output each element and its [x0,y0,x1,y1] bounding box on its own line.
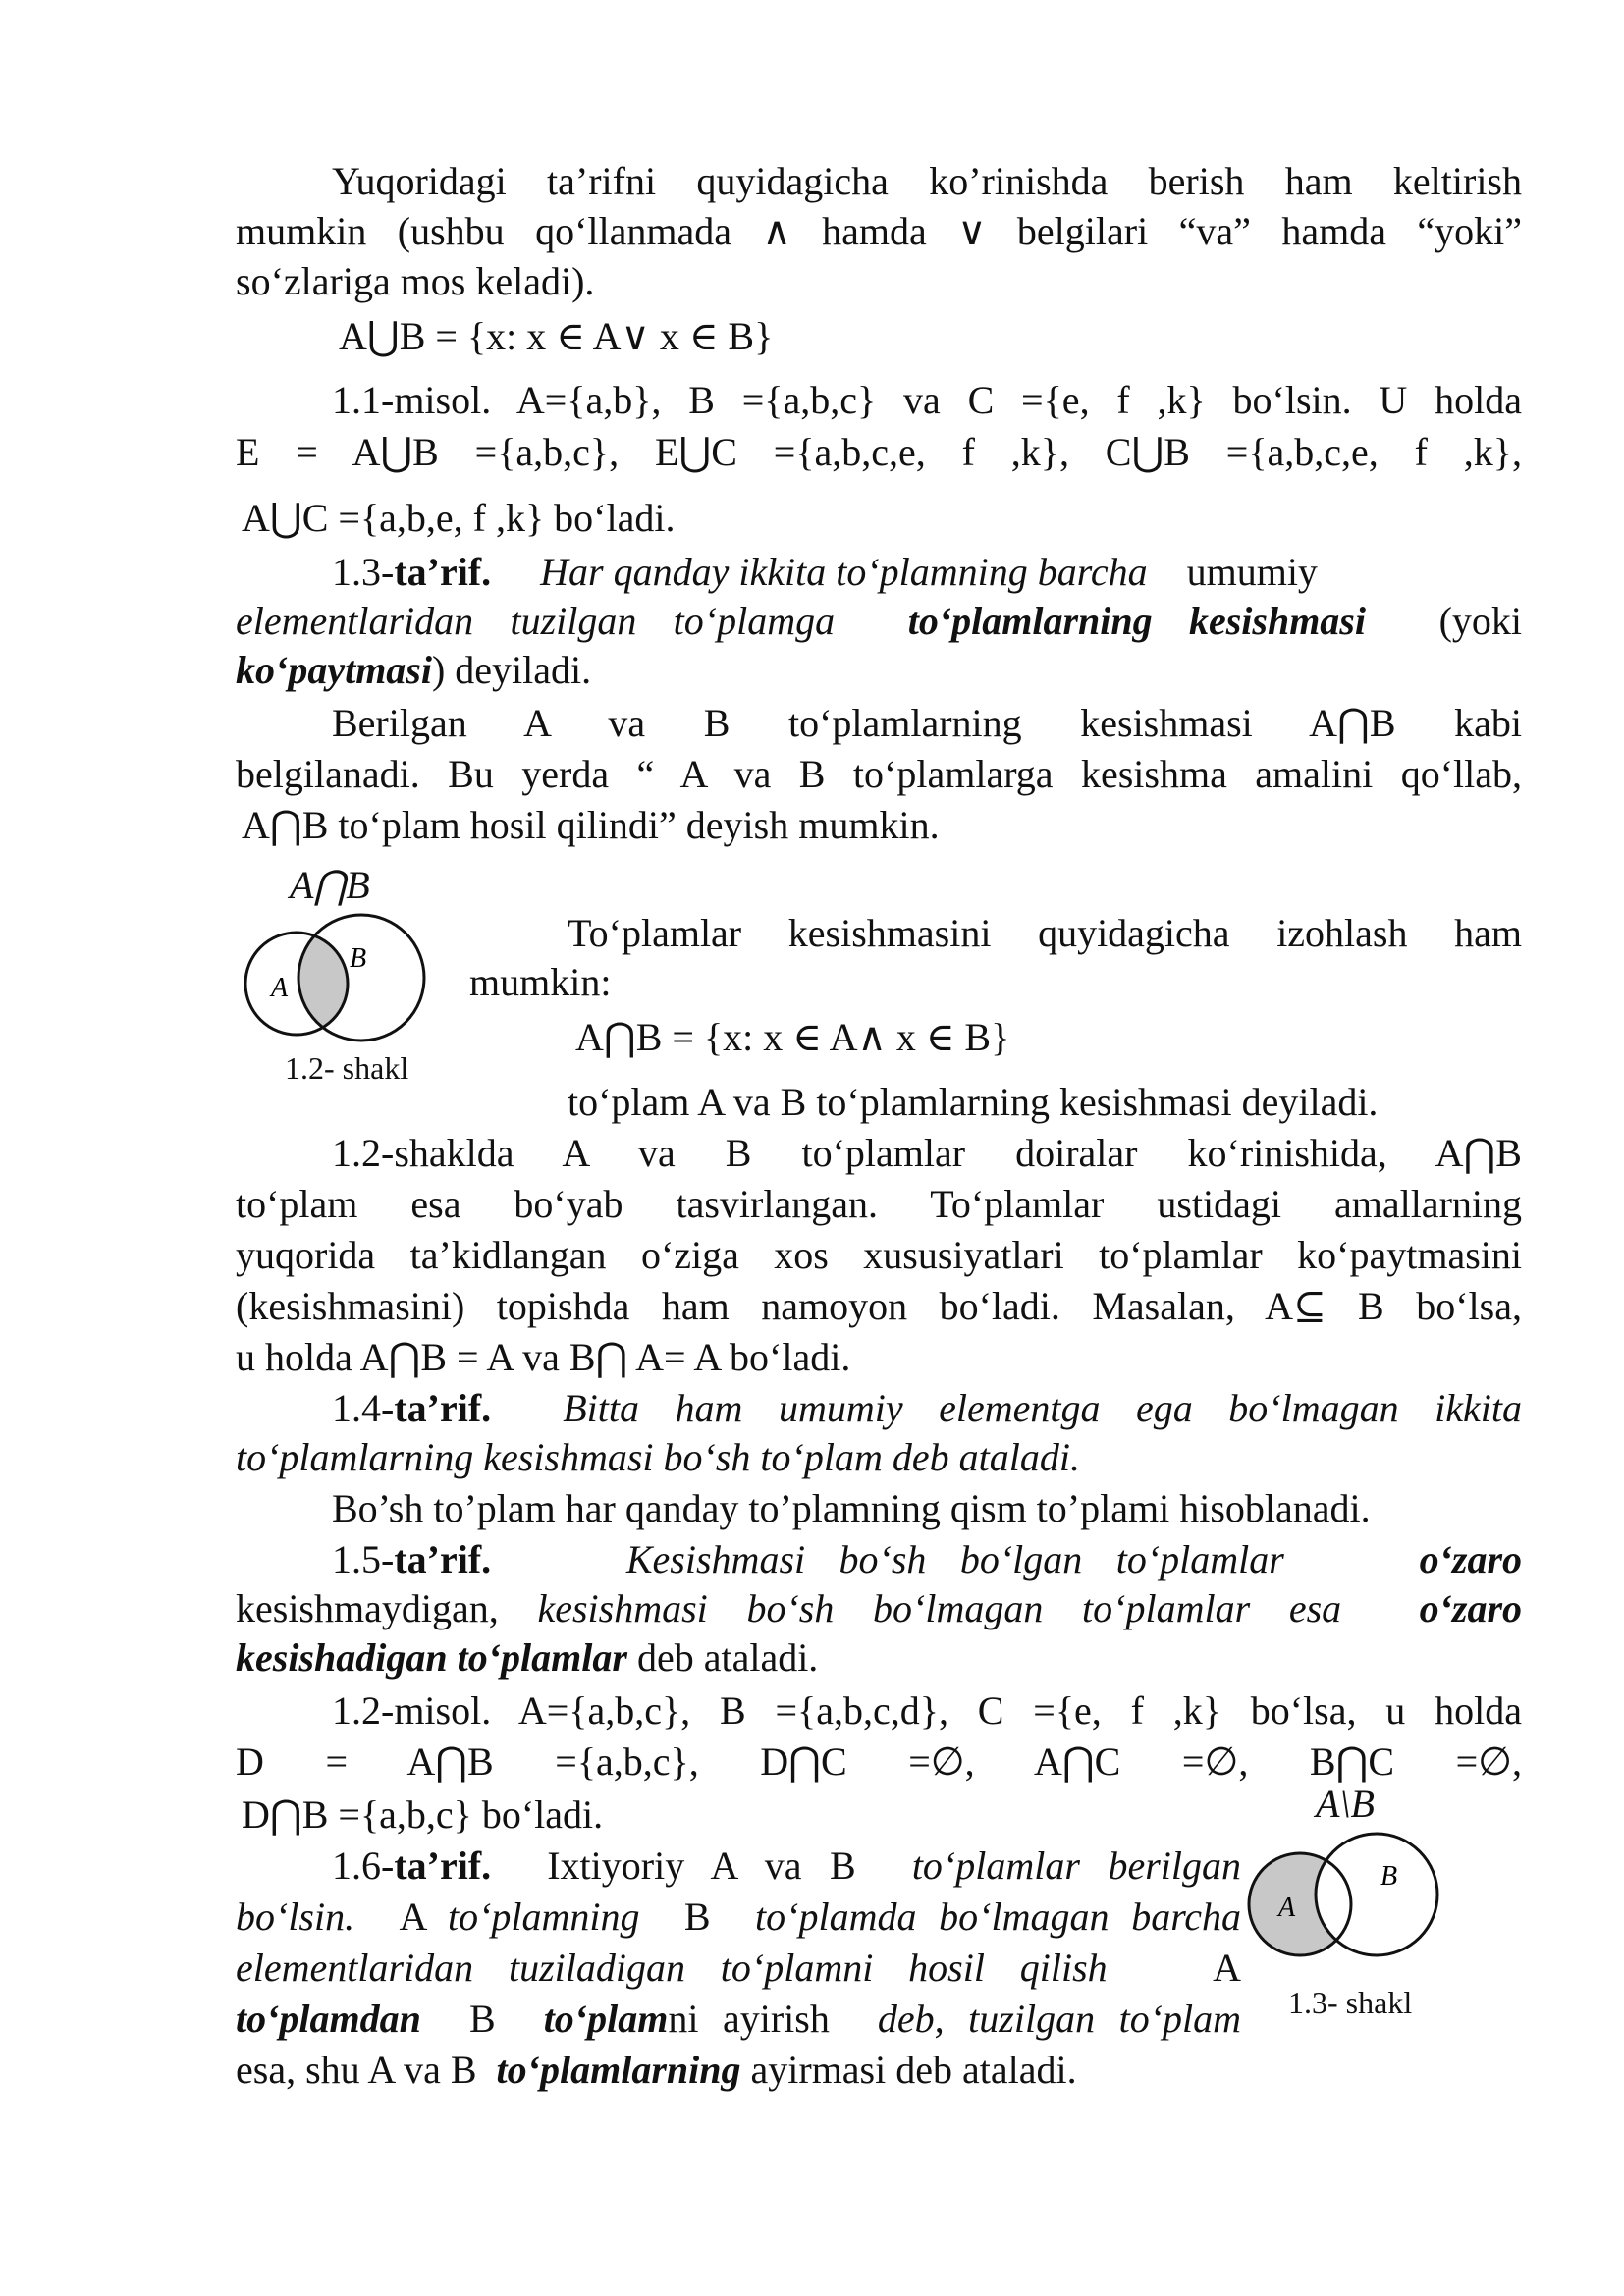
text-line [236,1633,1522,1682]
text-line: D⋂B ={a,b,c} bo‘ladi. [242,1792,604,1837]
def-text: (yoki [1438,599,1523,643]
def-text: ayirmasi deb ataladi. [750,2048,1077,2092]
def-text: kesishmaydigan, [236,1586,499,1630]
text-line [236,597,1522,646]
def-text: deb ataladi. [636,1635,819,1680]
def-text: umumiy [1186,550,1318,594]
text-line [236,646,1522,695]
label-a: A [1278,1893,1296,1923]
term: to‘plamdan [236,1997,421,2041]
text-line [236,1584,1522,1633]
label-b: B [350,943,367,974]
text-line: Berilgan A va B to‘plamlarning kesishmasi A⋂B kabi [332,701,1522,745]
def-text: elementlaridan tuziladigan to‘plamni hosil qilish [236,1946,1108,1990]
def-text: kesishmasi bo‘sh bo‘lmagan to‘plamlar esa [537,1586,1342,1630]
text-line: Yuqoridagi ta’rifni quyidagicha ko’rinishda berish ham keltirish [332,159,1522,203]
def-number: 1.4- [332,1386,395,1430]
text-line [236,2046,1522,2095]
text-line: D = A⋂B ={a,b,c}, D⋂C =∅, A⋂C =∅, B⋂C =∅, [236,1739,1522,1784]
term: o‘zaro [1419,1537,1523,1581]
venn-intersection-figure [228,913,444,1031]
text-line: Bo’sh to’plam har qanday to’plamning qism to’plami hisoblanadi. [332,1486,1371,1530]
text-line [236,1433,1522,1482]
definition-1-4 [332,1384,1522,1433]
term: to‘plamlarning [496,2048,741,2092]
def-text: Kesishmasi bo‘sh bo‘lgan to‘plamlar [625,1537,1284,1581]
def-number: 1.5- [332,1537,395,1581]
def-text: esa, shu A va B [236,2048,477,2092]
text-line: mumkin: [469,960,612,1004]
def-label: ta’rif. [394,550,492,594]
definition-1-5 [332,1535,1522,1584]
term: ko‘paytmasi [236,648,432,692]
def-text: B [468,1997,496,2041]
text-line: to‘plam A va B to‘plamlarning kesishmasi deyiladi. [568,1080,1379,1124]
figure-title: A⋂B [290,863,370,907]
def-number: 1.6- [332,1843,395,1888]
text-line: belgilanadi. Bu yerda “ A va B to‘plamlarga kesishma amalini qo‘llab, [236,752,1522,796]
text-line: (kesishmasini) topishda ham namoyon bo‘ladi. Masalan, A⊆ B bo‘lsa, [236,1284,1522,1328]
text-line: 1.2-shaklda A va B to‘plamlar doiralar ko‘rinishida, A⋂B [332,1131,1522,1175]
def-label: ta’rif. [394,1537,492,1581]
def-label: ta’rif. [394,1843,492,1888]
text-line: 1.2-misol. A={a,b,c}, B ={a,b,c,d}, C ={e, f ,k} bo‘lsa, u holda [332,1688,1522,1733]
label-b: B [1380,1861,1398,1892]
label-a: A [271,973,289,1003]
definition-1-6 [332,1842,1241,1891]
term: kesishadigan to‘plamlar [236,1635,627,1680]
def-text: bo‘lsin. [236,1895,355,1939]
def-text: to‘plamda bo‘lmagan barcha [755,1895,1242,1939]
figure-caption: 1.3- shakl [1288,1985,1413,2020]
venn-difference-figure [1239,1834,1475,1971]
def-text: elementlaridan tuzilgan to‘plamga [236,599,836,643]
def-text: ) deyiladi. [431,648,592,692]
def-text: A [1213,1946,1242,1990]
def-text: deb, tuzilgan to‘plam [877,1997,1242,2041]
text-line: mumkin (ushbu qo‘llanmada ∧ hamda ∨ belgilari “va” hamda “yoki” [236,209,1522,253]
text-line: u holda A⋂B = A va B⋂ A= A bo‘ladi. [236,1335,851,1379]
formula-intersection: A⋂B = {x: x ∈ A∧ x ∈ B} [575,1015,1010,1059]
figure-caption: 1.2- shakl [285,1050,409,1086]
def-number: 1.3- [332,550,395,594]
formula-union: A⋃B = {x: x ∈ A∨ x ∈ B} [339,314,774,358]
term: to‘plamlarning kesishmasi [907,599,1366,643]
text-line: 1.1-misol. A={a,b}, B ={a,b,c} va C ={e, f ,k} bo‘lsin. U holda [332,378,1522,422]
text-line: to‘plam esa bo‘yab tasvirlangan. To‘plamlar ustidagi amallarning [236,1182,1522,1226]
figure-title: A\B [1316,1782,1375,1826]
text-line [236,1944,1241,1993]
text-line: To‘plamlar kesishmasini quyidagicha izohlash ham [568,911,1522,955]
term: to‘plam [543,1997,669,2041]
text-line: A⋃C ={a,b,e, f ,k} bo‘ladi. [242,496,676,540]
text-line: so‘zlariga mos keladi). [236,259,595,303]
def-text: to‘plamning [447,1895,640,1939]
def-text: B [683,1895,711,1939]
def-text: A [399,1895,426,1939]
text-line: yuqorida ta’kidlangan o‘ziga xos xususiyatlari to‘plamlar ko‘paytmasini [236,1233,1522,1277]
def-text: ni ayirish [668,1997,830,2041]
text-line: E = A⋃B ={a,b,c}, E⋃C ={a,b,c,e, f ,k}, C⋃B ={a,b,c,e, f ,k}, [236,430,1522,474]
def-text: Bitta ham umumiy elementga ega bo‘lmagan ikkita [563,1386,1522,1430]
def-text: Har qanday ikkita to‘plamning barcha [540,550,1148,594]
def-text: to‘plamlar berilgan [911,1843,1242,1888]
text-line [236,1995,1241,2044]
text-line [236,1893,1241,1942]
def-text: to‘plamlarning kesishmasi bo‘sh to‘plam deb ataladi. [236,1435,1080,1479]
def-text: Ixtiyoriy A va B [547,1843,856,1888]
text-line: A⋂B to‘plam hosil qilindi” deyish mumkin. [242,803,940,847]
definition-1-3 [332,548,1522,597]
term: o‘zaro [1419,1586,1523,1630]
def-label: ta’rif. [394,1386,492,1430]
